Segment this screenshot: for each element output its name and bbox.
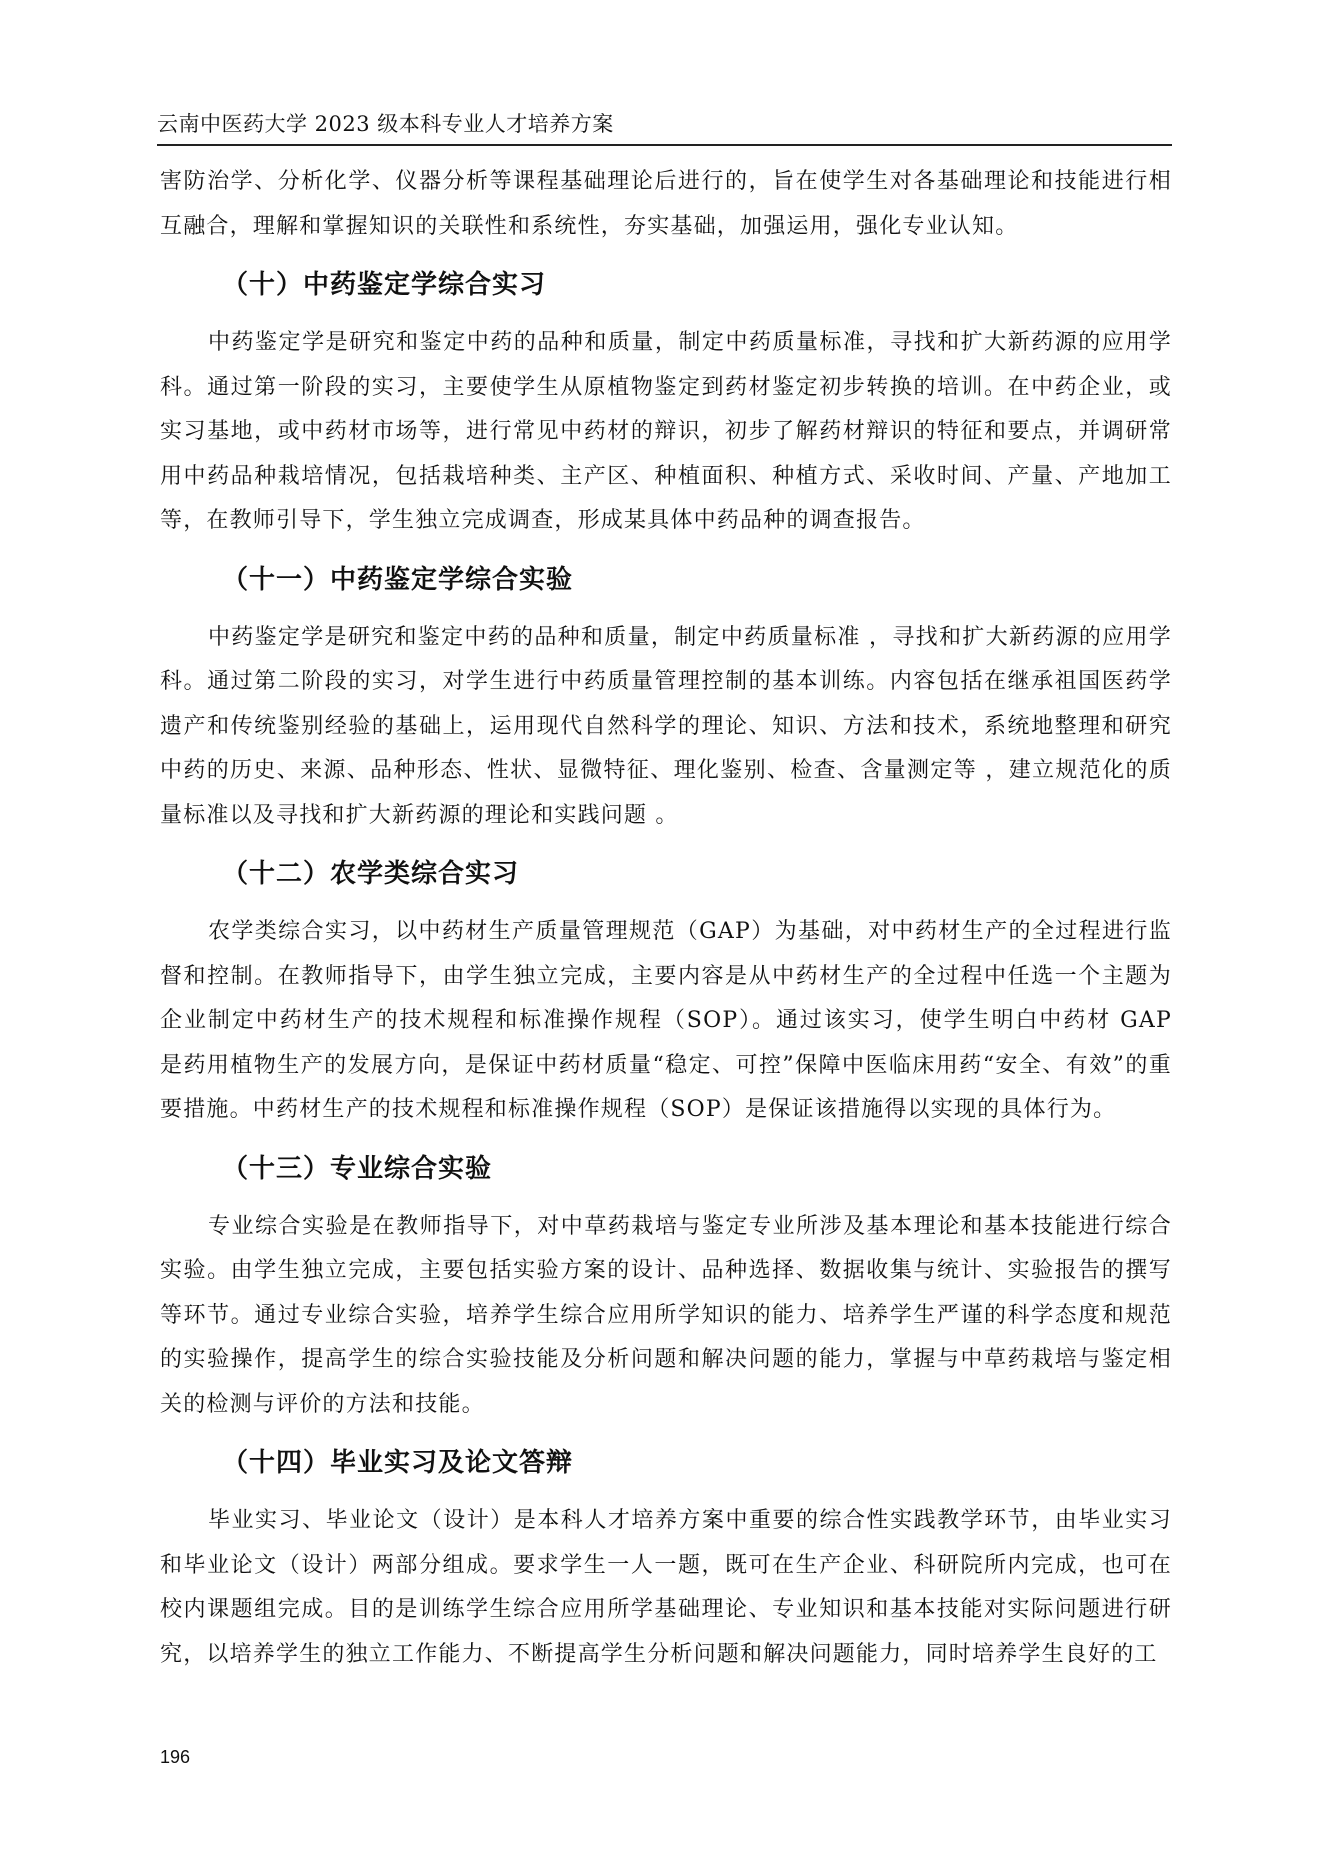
section-heading: （十）中药鉴定学综合实习 — [222, 270, 547, 300]
document-body — [160, 160, 1172, 1677]
section-heading: （十二）农学类综合实习 — [222, 859, 520, 889]
section-paragraph: 专业综合实验是在教师指导下，对中草药栽培与鉴定专业所涉及基本理论和基本技能进行综合实验。由学生独立完成，主要包括实验方案的设计、品种选择、数据收集与统计、实验报告的撰写等环节。通过专业综合实验，培养学生综合应用所学知识的能力、培养学生严谨的科学态度和规范的实验操作，提高学生的综合实验技能及分析问题和解决问题的能力，掌握与中草药栽培与鉴定相关的检测与评价的方法和技能。 — [160, 1213, 1172, 1417]
section-14 — [160, 1445, 1172, 1677]
section-paragraph: 毕业实习、毕业论文（设计）是本科人才培养方案中重要的综合性实践教学环节，由毕业实习和毕业论文（设计）两部分组成。要求学生一人一题，既可在生产企业、科研院所内完成，也可在校内课题组完成。目的是训练学生综合应用所学基础理论、专业知识和基本技能对实际问题进行研究，以培养学生的独立工作能力、不断提高学生分析问题和解决问题能力，同时培养学生良好的工 — [160, 1508, 1172, 1667]
page-header — [157, 108, 1172, 146]
section-11 — [160, 562, 1172, 839]
section-12 — [160, 856, 1172, 1133]
page-number: 196 — [160, 1747, 191, 1767]
section-paragraph: 中药鉴定学是研究和鉴定中药的品种和质量，制定中药质量标准 ，寻找和扩大新药源的应用学科。通过第二阶段的实习，对学生进行中药质量管理控制的基本训练。内容包括在继承祖国医药学遗产和传统鉴别经验的基础上，运用现代自然科学的理论、知识、方法和技术，系统地整理和研究中药的历史、来源、品种形态、性状、显微特征、理化鉴别、检查、含量测定等 ，建立规范化的质量标准以及寻找和扩大新药源的理论和实践问题 。 — [160, 624, 1172, 828]
section-paragraph: 中药鉴定学是研究和鉴定中药的品种和质量，制定中药质量标准，寻找和扩大新药源的应用学科。通过第一阶段的实习，主要使学生从原植物鉴定到药材鉴定初步转换的培训。在中药企业，或实习基地，或中药材市场等，进行常见中药材的辩识，初步了解药材辩识的特征和要点，并调研常用中药品种栽培情况，包括栽培种类、主产区、种植面积、种植方式、采收时间、产量、产地加工等，在教师引导下，学生独立完成调查，形成某具体中药品种的调查报告。 — [160, 330, 1172, 533]
section-10 — [160, 267, 1172, 544]
section-paragraph: 农学类综合实习，以中药材生产质量管理规范（GAP）为基础，对中药材生产的全过程进行监督和控制。在教师指导下，由学生独立完成，主要内容是从中药材生产的全过程中任选一个主题为企业制定中药材生产的技术规程和标准操作规程（SOP）。通过该实习，使学生明白中药材 GAP 是药用植物生产的发展方向，是保证中药材质量“稳定、可控”保障中医临床用药“安全、有效”的重要措施。中药材生产的技术规程和标准操作规程（SOP）是保证该措施得以实现的具体行为。 — [160, 919, 1172, 1122]
section-heading: （十四）毕业实习及论文答辩 — [222, 1448, 574, 1478]
section-heading: （十三）专业综合实验 — [222, 1153, 493, 1184]
header-title: 云南中医药大学 2023 级本科专业人才培养方案 — [157, 112, 614, 136]
section-13 — [160, 1151, 1172, 1428]
section-heading: （十一）中药鉴定学综合实验 — [222, 564, 574, 595]
intro-paragraph: 害防治学、分析化学、仪器分析等课程基础理论后进行的，旨在使学生对各基础理论和技能进行相互融合，理解和掌握知识的关联性和系统性，夯实基础，加强运用，强化专业认知。 — [160, 169, 1172, 239]
